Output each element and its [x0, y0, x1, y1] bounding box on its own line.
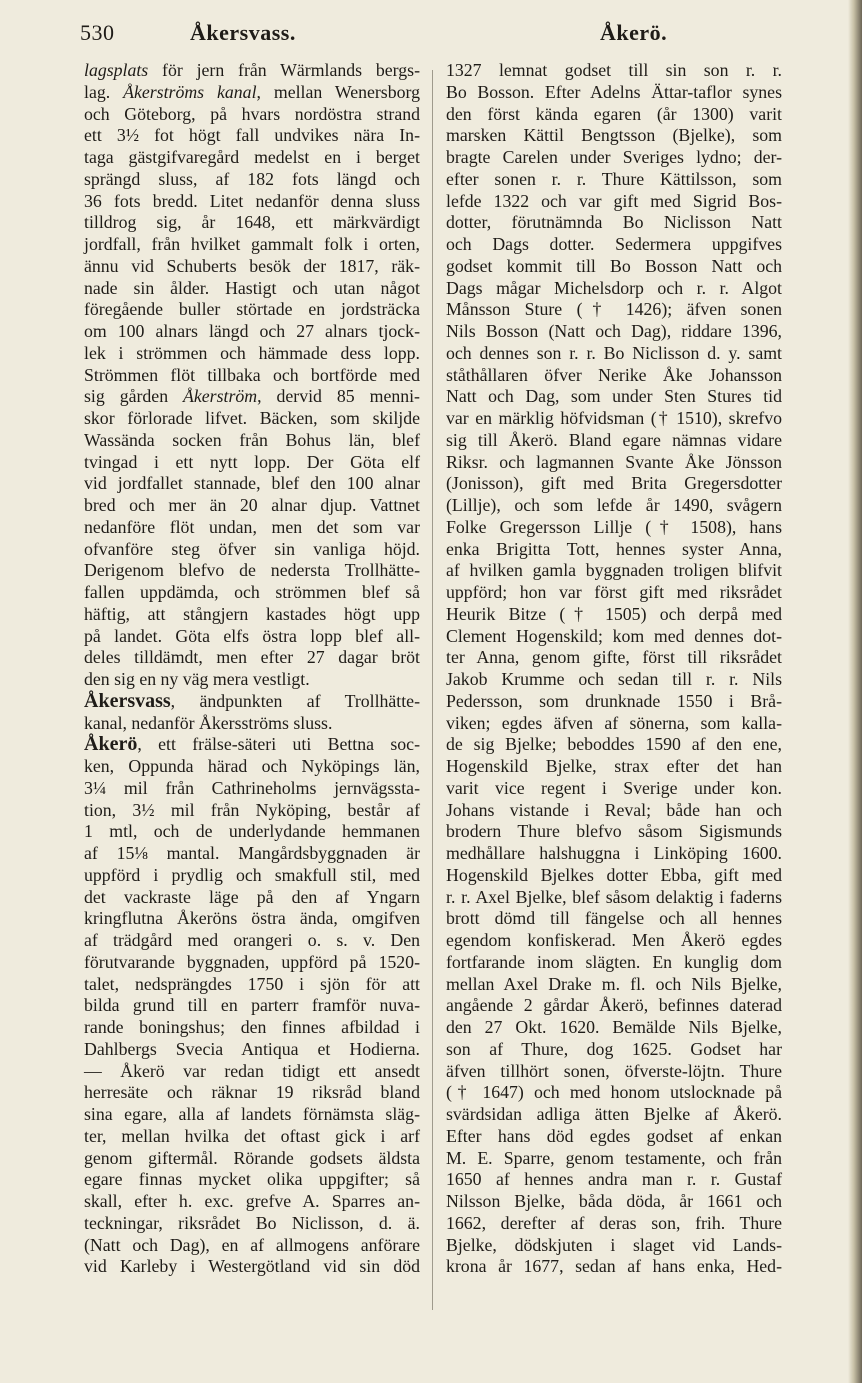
text-line: fortfarande inom slägten. En kunglig dom	[446, 951, 782, 972]
text-line: nedanföre flöt undan, men det som var	[84, 516, 420, 537]
text-line: Clement Hogenskild; kom med dennes dot-	[446, 625, 782, 646]
text-line: Nils Bosson (Natt och Dag), riddare 1396,	[446, 321, 782, 341]
text-line: Folke Gregersson Lillje († 1508), hans	[446, 516, 782, 537]
text-line: tilldrog sig, år 1648, ett märkvärdigt	[84, 212, 420, 233]
text-line: sina egare, alla af landets förnämsta släg-	[84, 1104, 420, 1124]
running-head-left: Åkersvass.	[190, 20, 296, 45]
text-line: bred och mer än 20 alnar djup. Vattnet	[84, 495, 420, 515]
text-line: deles tilldämdt, men efter 27 dagar bröt	[84, 647, 420, 668]
text-line: talet, nedsprängdes 1750 i sjön för att	[84, 973, 420, 994]
text-line: M. E. Sparre, genom testamente, och från	[446, 1147, 782, 1168]
entry-headword: Åkersvass	[84, 689, 171, 712]
text-line: Natt och Dag, som under Sten Stures tid	[446, 386, 782, 407]
text-line: herresäte och räknar 19 riksråd bland	[84, 1082, 420, 1103]
text-line: kanal, nedanför Åkersströms sluss.	[84, 712, 333, 733]
text-line: äfven tillhört sonen, öfverste-löjtn. Thure	[446, 1060, 782, 1081]
text-line: krona år 1677, sedan af hans enka, Hed-	[446, 1256, 782, 1277]
text-line: 1327 lemnat godset till sin son r. r.	[446, 60, 782, 80]
left-text-column	[84, 60, 420, 1278]
text-line: genom giftermål. Rörande godsets äldsta	[84, 1147, 420, 1168]
text-line: lek i strömmen och hämmade dess lopp.	[84, 342, 420, 363]
text-run: lag.	[84, 81, 124, 102]
text-line: jordfall, från hvilket gammalt folk i orten,	[84, 234, 420, 254]
text-line: egare finnas mycket olika uppgifter; så	[84, 1169, 420, 1190]
italic-term: Åkerström	[183, 386, 258, 407]
text-line: nade sin ålder. Hastigt och utan något	[84, 277, 420, 298]
text-line: Nilsson Bjelke, båda döda, år 1661 och	[446, 1191, 782, 1211]
text-line	[84, 82, 420, 104]
text-line: rande boningshus; den finnes afbildad i	[84, 1017, 420, 1037]
italic-term: Åkerströms kanal	[123, 81, 257, 102]
text-run: , ett frälse-säteri uti Bettna soc-	[137, 734, 420, 755]
text-line: Dahlbergs Svecia Antiqua et Hodierna.	[84, 1038, 420, 1059]
text-line: marsken Kättil Bengtsson (Bjelke), som	[446, 125, 782, 146]
text-line: ken, Oppunda härad och Nyköpings län,	[84, 756, 420, 776]
text-line: Derigenom blefvo de nedersta Trollhätte-	[84, 560, 420, 581]
column-divider	[432, 70, 433, 1310]
text-line: Wassända socken från Bohus län, blef	[84, 429, 420, 450]
text-line: skor förlorade lifvet. Bäcken, som skiljde	[84, 408, 420, 428]
text-line: brodern Thure blefvo såsom Sigismunds	[446, 821, 782, 842]
text-run: , dervid 85 menni-	[257, 386, 420, 407]
text-line: bragte Carelen under Sveriges lydno; der-	[446, 147, 782, 167]
text-line: den 27 Okt. 1620. Bemälde Nils Bjelke,	[446, 1017, 782, 1037]
italic-term: lagsplats	[84, 60, 149, 80]
text-line: taga gästgifvaregård medelst en i berget	[84, 147, 420, 167]
text-line: 36 fots bredd. Litet nedanför denna sluss	[84, 190, 420, 211]
text-line: det vackraste läge på den af Yngarn	[84, 886, 420, 907]
text-line: angående 2 gårdar Åkerö, befinnes daterad	[446, 995, 782, 1016]
text-line: kringflutna Åkeröns östra ända, omgifven	[84, 908, 420, 929]
text-line: bilda grund till en parterr framför nuva-	[84, 995, 420, 1016]
text-line: skall, efter h. exc. grefve A. Sparres an-	[84, 1191, 420, 1211]
text-line: sprängd sluss, af 182 fots längd och	[84, 168, 420, 189]
text-line: om 100 alnars längd och 27 alnars tjock-	[84, 321, 420, 341]
text-line: och Dags dotter. Sedermera uppgifves	[446, 234, 782, 254]
text-line: ännu vid Schuberts besök der 1817, räk-	[84, 255, 420, 276]
text-line: Dags mågar Michelsdorp och r. r. Algot	[446, 277, 782, 298]
text-line: Efter hans död egdes godset af enkan	[446, 1125, 782, 1146]
text-line: son af Thure, dog 1625. Godset har	[446, 1038, 782, 1059]
text-line: af hvilken gamla byggnaden troligen blifvit	[446, 560, 782, 581]
page-number: 530	[80, 20, 115, 45]
right-text-column	[446, 60, 782, 1278]
text-line: uppförd; hon var först gift med riksrådet	[446, 582, 782, 602]
text-line: föregående buller störtade en jordsträcka	[84, 299, 420, 320]
text-line: Pedersson, som drunknade 1550 i Brå-	[446, 690, 782, 711]
text-line: 1650 af hennes andra man r. r. Gustaf	[446, 1169, 782, 1190]
text-line: Johans vistande i Reval; både han och	[446, 799, 782, 820]
text-line	[84, 60, 420, 82]
text-line: Bo Bosson. Efter Adelns Ättar-taflor synes	[446, 81, 782, 102]
text-line: 1662, derefter af deras son, frih. Thure	[446, 1212, 782, 1233]
text-line: var en märklig höfvidsman († 1510), skrefvo	[446, 408, 782, 428]
text-line: ett 3½ fot högt fall undvikes nära In-	[84, 125, 420, 146]
text-line: ter, mellan hvilka det oftast gick i arf	[84, 1125, 420, 1146]
text-line	[84, 691, 420, 713]
text-line: dotter, förutnämnda Bo Niclisson Natt	[446, 212, 782, 233]
text-run: , ändpunkten af Trollhätte-	[170, 690, 420, 711]
text-line: fallen uppdämda, och strömmen blef så	[84, 582, 420, 602]
text-line: Heurik Bitze († 1505) och derpå med	[446, 603, 782, 624]
text-line: Bjelke, dödskjuten i slaget vid Lands-	[446, 1234, 782, 1255]
text-line: Strömmen flöt tillbaka och bortförde med	[84, 364, 420, 385]
text-line: och dennes son r. r. Bo Niclisson d. y. samt	[446, 342, 782, 363]
text-line: varit vice regent i Sverige under kon.	[446, 777, 782, 798]
text-line: Månsson Sture († 1426); äfven sonen	[446, 299, 782, 320]
text-line: enka Brigitta Tott, hennes syster Anna,	[446, 538, 782, 559]
text-line: häftig, att stångjern kastades högt upp	[84, 603, 420, 624]
text-line: medhållare halshuggna i Linköping 1600.	[446, 843, 782, 863]
text-line: den först kända egaren (år 1300) varit	[446, 103, 782, 124]
text-line: uppförd i prydlig och smakfull stil, med	[84, 864, 420, 885]
text-line: r. r. Axel Bjelke, blef såsom delaktig i faderns	[446, 886, 782, 907]
text-line: (Lillje), och som lefde år 1490, svågern	[446, 495, 782, 515]
text-line: (Jonisson), gift med Brita Gregersdotter	[446, 473, 782, 494]
text-line	[84, 386, 420, 408]
page-header	[80, 20, 820, 54]
text-run: för jern från Wärmlands bergs-	[148, 60, 420, 80]
text-line: på landet. Göta elfs östra lopp blef all-	[84, 625, 420, 646]
text-line: ter Anna, genom gifte, först till riksrådet	[446, 647, 782, 668]
text-line: ofvanföre steg öfver sin vanliga höjd.	[84, 538, 420, 559]
text-line: vid jordfallet stannade, blef den 100 alnar	[84, 473, 420, 494]
text-line: Jakob Krumme och sedan till r. r. Nils	[446, 669, 782, 689]
text-line: sig till Åkerö. Bland egare nämnas vidare	[446, 429, 782, 450]
page-edge-shadow	[848, 0, 862, 1383]
text-line: och Göteborg, på hvars nordöstra strand	[84, 103, 420, 124]
text-line: svärdsidan adliga ätten Bjelke af Åkerö.	[446, 1104, 782, 1124]
text-line: ståthållaren öfver Nerike Åke Johansson	[446, 364, 782, 385]
text-line: de sig Bjelke; beboddes 1590 af den ene,	[446, 734, 782, 755]
text-line	[84, 734, 420, 756]
text-line: Hogenskild Bjelkes dotter Ebba, gift med	[446, 864, 782, 885]
text-line: förutvarande byggnaden, uppförd på 1520-	[84, 951, 420, 972]
text-line: tion, 3½ mil från Nyköping, består af	[84, 799, 420, 820]
text-line: 1 mtl, och de underlydande hemmanen	[84, 821, 420, 842]
text-line: godset kommit till Bo Bosson Natt och	[446, 255, 782, 276]
text-line: tvingad i ett nytt lopp. Der Göta elf	[84, 451, 420, 472]
text-line: viken; egdes äfven af sönerna, som kalla-	[446, 712, 782, 733]
text-line: brott dömd till fängelse och all hennes	[446, 908, 782, 929]
text-line: Hogenskild Bjelke, strax efter det han	[446, 756, 782, 776]
text-line: — Åkerö var redan tidigt ett ansedt	[84, 1060, 420, 1081]
text-line: († 1647) och med honom utslocknade på	[446, 1082, 782, 1103]
text-line: teckningar, riksrådet Bo Niclisson, d. ä.	[84, 1212, 420, 1233]
text-line: (Natt och Dag), en af allmogens anförare	[84, 1234, 420, 1255]
text-line: mellan Axel Drake m. fl. och Nils Bjelke,	[446, 973, 782, 994]
text-line: den sig en ny väg mera vestligt.	[84, 669, 310, 689]
entry-headword: Åkerö	[84, 733, 138, 756]
text-line: 3¼ mil från Cathrineholms jernvägssta-	[84, 777, 420, 798]
text-line: lefde 1322 och var gift med Sigrid Bos-	[446, 190, 782, 211]
text-line: af trädgård med orangeri o. s. v. Den	[84, 930, 420, 950]
text-line: af 15⅛ mantal. Mangårdsbyggnaden är	[84, 843, 420, 863]
text-run: sig gården	[84, 386, 184, 407]
text-line: efter sonen r. r. Thure Kättilsson, som	[446, 168, 782, 189]
text-line: vid Karleby i Westergötland vid sin död	[84, 1256, 420, 1277]
running-head-right: Åkerö.	[600, 20, 668, 45]
text-line: Riksr. och lagmannen Svante Åke Jönsson	[446, 451, 782, 472]
text-line: egendom konfiskerad. Men Åkerö egdes	[446, 930, 782, 950]
text-run: , mellan Wenersborg	[256, 81, 420, 102]
